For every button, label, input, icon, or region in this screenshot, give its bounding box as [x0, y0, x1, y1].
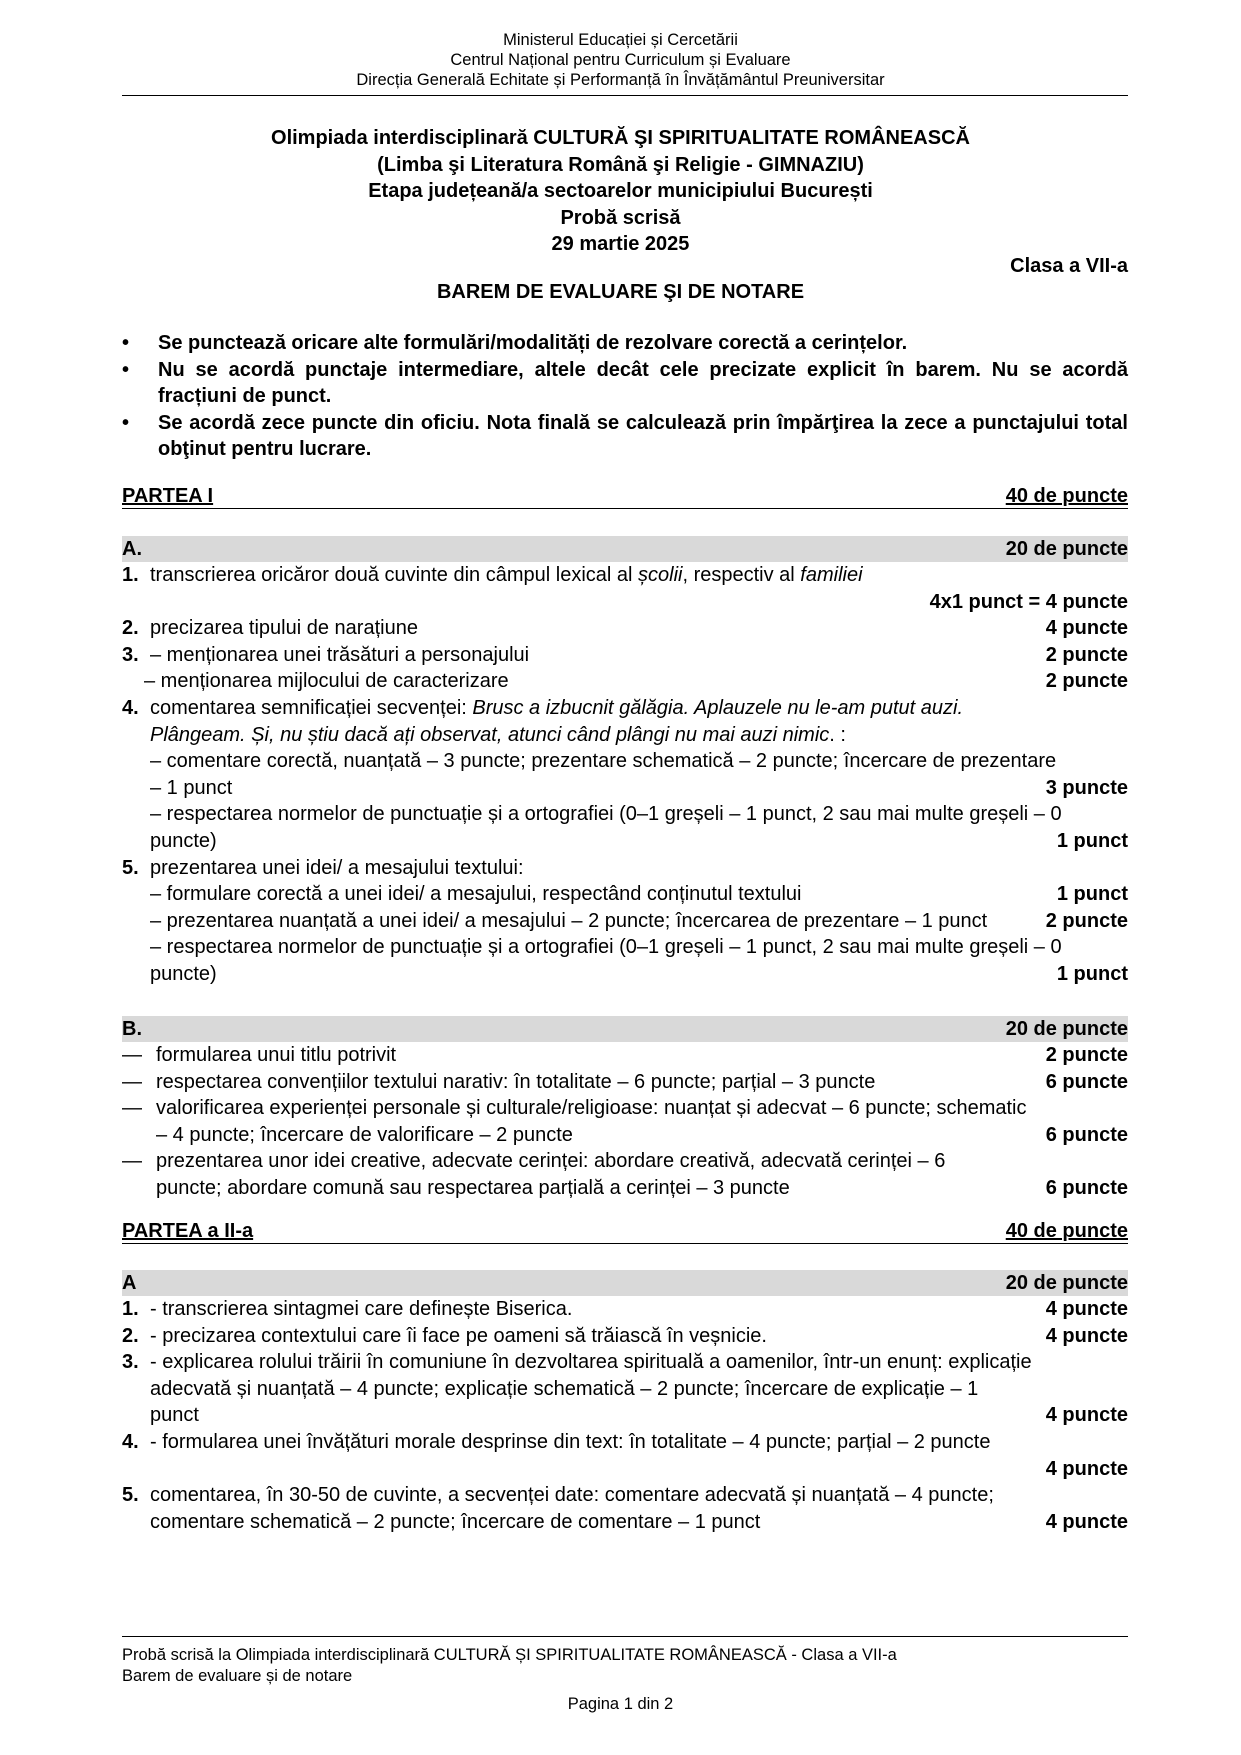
- item-number: 1.: [122, 564, 139, 586]
- criterion-text: [150, 642, 1046, 669]
- criterion-text: [150, 1509, 1046, 1536]
- document-title: [0, 125, 1241, 258]
- item-number: 2.: [122, 617, 139, 640]
- title-line: Probă scrisă: [560, 206, 681, 229]
- scoring-row: [122, 1148, 1128, 1175]
- criterion-text: [156, 1122, 1046, 1149]
- scoring-row: [122, 695, 1128, 722]
- part2-heading: PARTEA a II-a 40 de puncte: [122, 1220, 1128, 1242]
- criterion-text: [156, 1175, 1046, 1202]
- points-value: 6 puncte: [1045, 1070, 1128, 1093]
- ministry-header: [0, 30, 1241, 90]
- scoring-row: [122, 801, 1128, 828]
- instruction-item: • Se acordă zece puncte din oficiu. Nota finală se calculează prin împărţirea la zece a punctajului total obţinut pentru lucrare.: [122, 410, 1128, 463]
- criterion-text: [150, 908, 1046, 935]
- points-value: 1 punct: [1056, 829, 1128, 852]
- footer-divider: [122, 1636, 1128, 1637]
- text-segment: precizarea tipului de narațiune: [150, 617, 418, 640]
- page-number: Pagina 1 din 2: [567, 1695, 674, 1713]
- text-segment: comentarea, în 30-50 de cuvinte, a secvenței date: comentare adecvată și nuanțată – 4 puncte;: [150, 1484, 994, 1507]
- criterion-text: [150, 1296, 1046, 1323]
- item-number: [122, 1376, 150, 1403]
- criterion-text: [156, 1042, 1046, 1069]
- item-number: [122, 908, 150, 935]
- scoring-row: [122, 615, 1128, 642]
- section-bar: A. 20 de puncte: [122, 538, 1128, 560]
- criterion-text: [150, 1482, 1128, 1509]
- points-value: 4x1 punct = 4 puncte: [929, 590, 1128, 613]
- criterion-text: [150, 961, 1057, 988]
- criterion-text: [150, 1429, 1128, 1456]
- scoring-row: [122, 828, 1128, 855]
- scoring-row: [122, 1069, 1128, 1096]
- criterion-text: [156, 1148, 1128, 1175]
- criterion-text: [150, 855, 1128, 882]
- header-divider: [122, 95, 1128, 96]
- points-value: 4 puncte: [1045, 1457, 1128, 1480]
- points-value: 4 puncte: [1045, 1404, 1128, 1427]
- text-segment: - explicarea rolului trăirii în comuniune în dezvoltarea spirituală a oamenilor, într-un enunț: explicație: [150, 1351, 1032, 1374]
- scoring-row: [122, 1349, 1128, 1376]
- title-line: 29 martie 2025: [551, 233, 690, 255]
- section-bar: A 20 de puncte: [122, 1272, 1128, 1294]
- text-segment: – comentare corectă, nuanțată – 3 puncte; prezentare schematică – 2 puncte; încercare de prezentare: [150, 750, 1057, 773]
- scoring-row: [122, 961, 1128, 988]
- scoring-row: [122, 1095, 1128, 1122]
- criterion-text: [156, 1095, 1128, 1122]
- item-number: [122, 828, 150, 855]
- text-segment: – respectarea normelor de punctuație și a ortografiei (0–1 greșeli – 1 punct, 2 sau mai multe greșeli – 0: [150, 936, 1062, 959]
- text-segment: – menționarea mijlocului de caracterizare: [144, 670, 509, 693]
- criterion-text: [150, 1456, 1046, 1483]
- text-segment: – 4 puncte; încercare de valorificare – 2 puncte: [156, 1123, 573, 1146]
- item-number: [122, 775, 150, 802]
- scoring-row: [122, 1402, 1128, 1429]
- header-line: Ministerul Educației și Cercetării: [503, 31, 738, 49]
- item-number: [122, 934, 150, 961]
- text-segment: – prezentarea nuanțată a unei idei/ a mesajului – 2 puncte; încercarea de prezentare – 1 punct: [150, 909, 988, 932]
- quoted-text: școlii: [638, 564, 683, 586]
- item-number: [122, 1402, 150, 1429]
- points-value: 6 puncte: [1045, 1123, 1128, 1146]
- scoring-row: [122, 1456, 1128, 1483]
- criterion-text: [150, 775, 1046, 802]
- criterion-text: [150, 748, 1128, 775]
- item-number: 5.: [122, 1484, 139, 1507]
- barem-heading: BAREM DE EVALUARE ŞI DE NOTARE: [436, 281, 805, 303]
- scoring-row: [122, 1376, 1128, 1403]
- points-value: 4 puncte: [1045, 1510, 1128, 1533]
- scoring-row: [122, 722, 1128, 749]
- part2-section-a: [122, 1270, 1128, 1535]
- criterion-text: [150, 934, 1128, 961]
- item-number: [122, 1509, 150, 1536]
- points-value: 6 puncte: [1045, 1176, 1128, 1199]
- part1-section-b: [122, 1016, 1128, 1202]
- scoring-row: [122, 1482, 1128, 1509]
- footer-line: Barem de evaluare și de notare: [122, 1667, 353, 1685]
- points-value: 4 puncte: [1045, 617, 1128, 640]
- text-segment: comentare schematică – 2 puncte; încercare de comentare – 1 punct: [150, 1510, 761, 1533]
- header-line: Centrul Național pentru Curriculum și Evaluare: [450, 51, 791, 69]
- item-number: [122, 722, 150, 749]
- text-segment: puncte): [150, 829, 217, 852]
- dash-marker: [122, 1122, 156, 1149]
- text-segment: , respectiv al: [682, 564, 801, 586]
- scoring-row: [122, 1175, 1128, 1202]
- criterion-text: [150, 1376, 1128, 1403]
- text-segment: - transcrierea sintagmei care definește Biserica.: [150, 1298, 573, 1320]
- item-number: 3.: [122, 643, 139, 666]
- title-line: Etapa județeană/a sectoarelor municipiului București: [368, 180, 873, 202]
- points-value: 4 puncte: [1045, 1298, 1128, 1320]
- text-segment: adecvată și nuanțată – 4 puncte; explicație schematică – 2 puncte; încercare de explicație – 1: [150, 1377, 979, 1400]
- points-value: 2 puncte: [1045, 643, 1128, 666]
- title-line: (Limba şi Literatura Română şi Religie - GIMNAZIU): [377, 153, 864, 176]
- item-number: [122, 801, 150, 828]
- text-segment: – respectarea normelor de punctuație și a ortografiei (0–1 greșeli – 1 punct, 2 sau mai multe greșeli – 0: [150, 803, 1062, 826]
- criterion-text: [150, 1349, 1128, 1376]
- item-number: [122, 961, 150, 988]
- criterion-text: [150, 1402, 1046, 1429]
- scoring-row: [122, 1323, 1128, 1350]
- part1-heading: PARTEA I 40 de puncte: [122, 485, 1128, 507]
- criterion-text: [150, 615, 1046, 642]
- item-number: 5.: [122, 856, 139, 879]
- points-value: 2 puncte: [1045, 909, 1128, 932]
- bullet-icon: •: [122, 411, 130, 434]
- section-bar: B. 20 de puncte: [122, 1018, 1128, 1040]
- scoring-row: [122, 1429, 1128, 1456]
- text-segment: – menționarea unei trăsături a personajului: [150, 643, 530, 666]
- text-segment: - precizarea contextului care îi face pe oameni să trăiască în veșnicie.: [150, 1324, 767, 1347]
- text-segment: formularea unui titlu potrivit: [156, 1044, 397, 1066]
- criterion-text: [150, 828, 1057, 855]
- criterion-text: [150, 801, 1128, 828]
- item-number: 4.: [122, 1430, 139, 1453]
- points-value: 1 punct: [1056, 962, 1128, 985]
- scoring-row: [122, 908, 1128, 935]
- criterion-text: [150, 589, 930, 616]
- criterion-text: [150, 562, 1128, 589]
- criterion-text: [144, 668, 1046, 695]
- bullet-icon: •: [122, 358, 130, 381]
- item-number: 2.: [122, 1324, 139, 1347]
- points-value: 4 puncte: [1045, 1324, 1128, 1347]
- item-number: [122, 1456, 150, 1483]
- text-segment: puncte; abordare comună sau respectarea parțială a cerinței – 3 puncte: [156, 1176, 790, 1199]
- dash-marker: —: [122, 1070, 142, 1093]
- scoring-row: [122, 562, 1128, 589]
- points-value: 1 punct: [1056, 883, 1128, 906]
- item-number: [122, 748, 150, 775]
- dash-marker: —: [122, 1044, 142, 1066]
- points-value: 2 puncte: [1045, 1044, 1128, 1066]
- text-segment: . :: [829, 723, 846, 746]
- scoring-row: [122, 589, 1128, 616]
- quoted-text: familiei: [800, 564, 863, 586]
- scoring-row: [122, 748, 1128, 775]
- criterion-text: [150, 881, 1057, 908]
- dash-marker: [122, 1175, 156, 1202]
- dash-marker: —: [122, 1097, 142, 1120]
- text-segment: – 1 punct: [150, 776, 233, 799]
- scoring-row: [122, 1296, 1128, 1323]
- quoted-text: Plângeam. Și, nu știu dacă ați observat, atunci când plângi nu mai auzi nimic: [150, 723, 830, 746]
- item-number: [122, 881, 150, 908]
- text-segment: – formulare corectă a unei idei/ a mesajului, respectând conținutul textului: [150, 883, 802, 906]
- scoring-row: [122, 775, 1128, 802]
- scoring-row: [122, 1509, 1128, 1536]
- text-segment: comentarea semnificației secvenței:: [150, 696, 473, 719]
- scoring-row: [122, 855, 1128, 882]
- footer-line: Probă scrisă la Olimpiada interdisciplinară CULTURĂ ȘI SPIRITUALITATE ROMÂNEASCĂ - Clasa a VII-a: [122, 1646, 897, 1664]
- part1-section-a: [122, 536, 1128, 988]
- item-number: 4.: [122, 696, 139, 719]
- class-label: Clasa a VII-a: [1010, 255, 1128, 277]
- scoring-row: [122, 668, 1128, 695]
- scoring-row: [122, 642, 1128, 669]
- scoring-row: [122, 1042, 1128, 1069]
- text-segment: prezentarea unei idei/ a mesajului textului:: [150, 856, 524, 879]
- text-segment: punct: [150, 1404, 199, 1427]
- text-segment: valorificarea experienței personale și culturale/religioase: nuanțat și adecvat – 6 puncte; schematic: [156, 1097, 1027, 1120]
- item-number: [122, 589, 150, 616]
- text-segment: puncte): [150, 962, 217, 985]
- text-segment: prezentarea unor idei creative, adecvate cerinței: abordare creativă, adecvată cerinței – 6: [156, 1150, 946, 1173]
- general-instructions: [122, 330, 1128, 463]
- points-value: 3 puncte: [1045, 776, 1128, 799]
- criterion-text: [150, 722, 1128, 749]
- quoted-text: Brusc a izbucnit gălăgia. Aplauzele nu le-am putut auzi.: [472, 696, 964, 719]
- footer: [122, 1645, 1128, 1687]
- criterion-text: [150, 695, 1128, 722]
- text-segment: transcrierea oricăror două cuvinte din câmpul lexical al: [150, 564, 639, 586]
- text-segment: respectarea convențiilor textului narativ: în totalitate – 6 puncte; parțial – 3 puncte: [156, 1070, 876, 1093]
- item-number: 3.: [122, 1351, 139, 1374]
- criterion-text: [150, 1323, 1046, 1350]
- criterion-text: [156, 1069, 1046, 1096]
- header-line: Direcția Generală Echitate și Performanță în Învățământul Preuniversitar: [356, 71, 885, 89]
- bullet-icon: •: [122, 332, 130, 354]
- scoring-row: [122, 1122, 1128, 1149]
- points-value: 2 puncte: [1045, 670, 1128, 693]
- text-segment: - formularea unei învățături morale desprinse din text: în totalitate – 4 puncte; parțial – 2 puncte: [150, 1430, 991, 1453]
- scoring-row: [122, 934, 1128, 961]
- scoring-row: [122, 881, 1128, 908]
- title-line: Olimpiada interdisciplinară CULTURĂ ŞI SPIRITUALITATE ROMÂNEASCĂ: [271, 127, 970, 149]
- dash-marker: —: [122, 1150, 142, 1173]
- instruction-item: • Se punctează oricare alte formulări/modalități de rezolvare corectă a cerințelor.: [122, 330, 1128, 357]
- instruction-item: • Nu se acordă punctaje intermediare, altele decât cele precizate explicit în barem. Nu se acordă fracțiuni de punct.: [122, 357, 1128, 410]
- item-number: 1.: [122, 1298, 139, 1320]
